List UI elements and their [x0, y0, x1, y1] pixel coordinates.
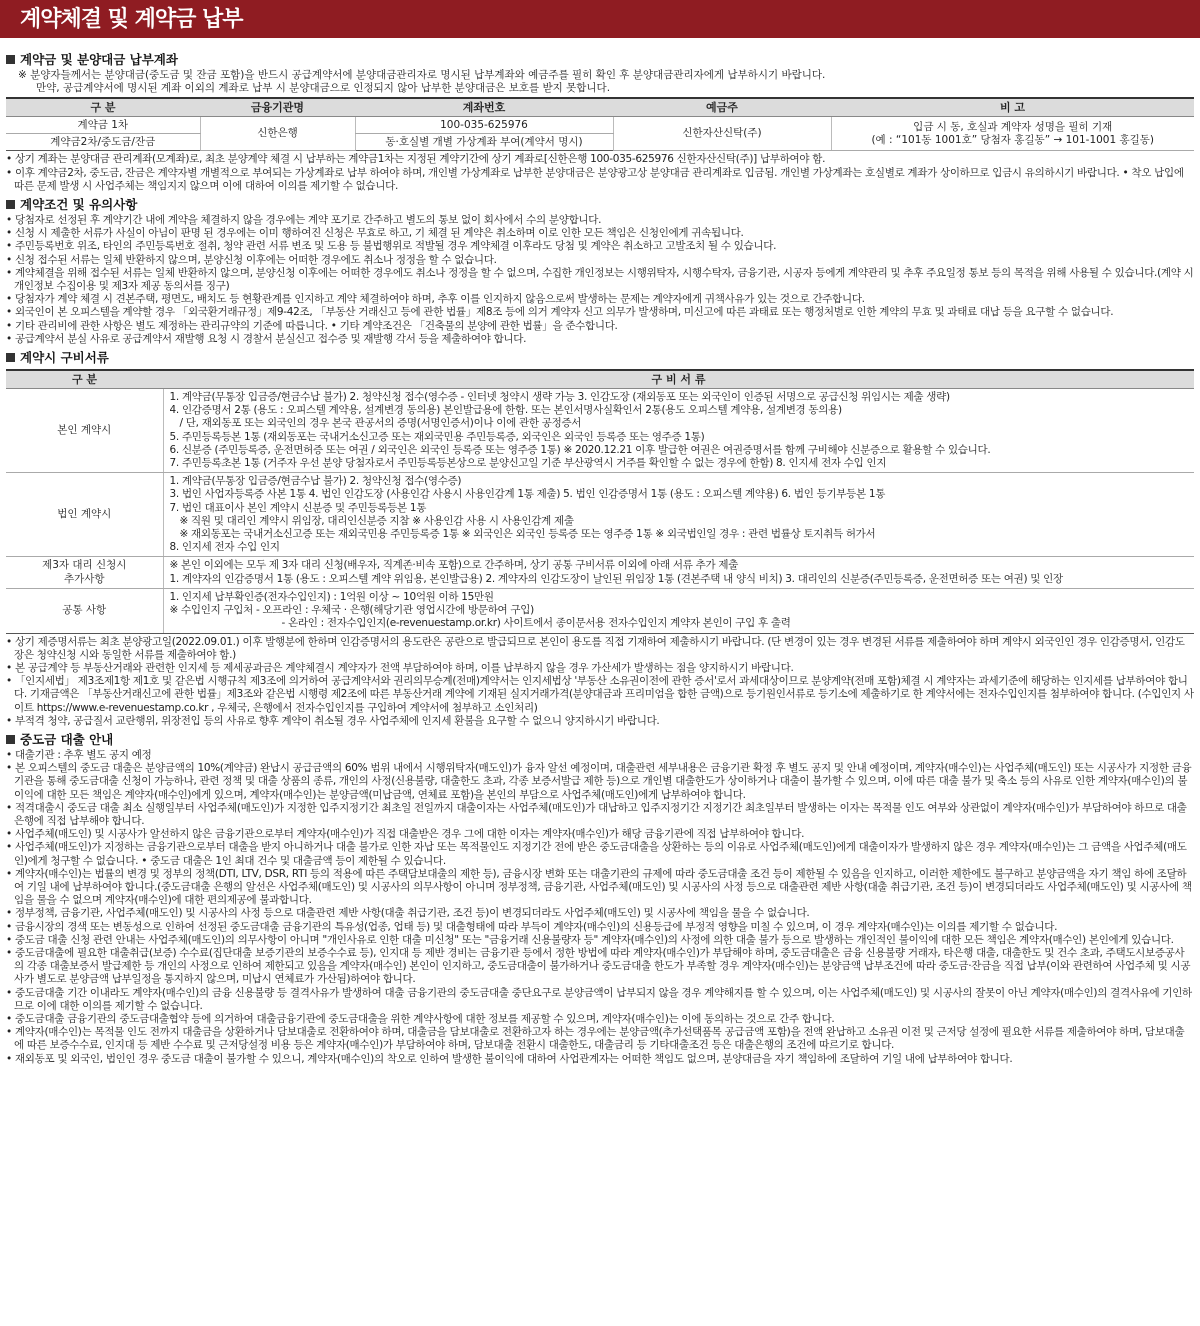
- list-item: • 중도금대출 기간 이내라도 계약자(매수인)의 금융 신용불량 등 결격사유가 발생하여 대출 금융기관의 중도금대출 중단요구로 분양금액이 납부되지 않을 경우 계약해지를 할 수 있으며, 이는 사업주체(매도인) 및 시공사의 잘못이 아닌 계약자(매수인)의 결격사유에 기인하므로 이에 대한 이의를 제기할 수 없습니다.: [6, 987, 1194, 1013]
- list-item: • 중도금대출에 필요한 대출취급(보증) 수수료(집단대출 보증기관의 보증수수료 등), 인지대 등 제반 경비는 금융기관 등에서 정한 방법에 따라 계약자(매수인)가 부담해야 하며, 중도금대출은 금융 신용불량 거래자, 타은행 대출, 대출한도 및 건수 초과, 주택도시보증공사의 각종 대출보증서 발급제한 등 개인의 사정으로 인하여 제한되고 있음을 계약자(매수인) 본인이 인지하고, 중도금대출이 불가하거나 중도금대출 한도가 부족할 경우 계약자(매수인)는 분양금액 납부조건에 따라 중도금·잔금을 직접 납부(이와 관련하여 사업주체 및 시공사가 별도로 분양금액 납부일정을 통지하지 않으며, 미납시 연체료가 가산됨)하여야 합니다.: [6, 947, 1194, 987]
- row-label: 제3자 대리 신청시 추가사항: [6, 557, 163, 588]
- conditions-bullet-list: [6, 214, 1194, 346]
- list-item: • 이후 계약금2차, 중도금, 잔금은 계약자별 개별적으로 부여되는 가상계좌로 납부 하여야 하며, 개인별 가상계좌로 납부한 분양대금은 분양광고상 분양대금 관리계좌로 입금됨. 개인별 가상계좌는 호실별로 계좌가 상이하므로 입금시 유의하시기 바랍니다. • 착오 납입에 따른 문제 발생 시 사업주체는 책임지지 않으며 이에 대하여 이의를 제기할 수 없습니다.: [6, 167, 1194, 193]
- row-label: 본인 계약시: [6, 389, 163, 473]
- doc-line: ※ 본인 이외에는 모두 제 3자 대리 신청(배우자, 직계존·비속 포함)으로 간주하며, 상기 공통 구비서류 이외에 아래 서류 추가 제출: [169, 559, 739, 572]
- account-note: ※ 분양자들께서는 분양대금(중도금 및 잔금 포함)을 반드시 공급계약서에 분양대금관리자로 명시된 납부계좌와 예금주를 필히 확인 후 분양대금관리자에게 납부하시기 바랍니다.: [18, 69, 826, 81]
- list-item: • 중도금 대출 신청 관련 안내는 사업주체(매도인)의 의무사항이 아니며 "개인사유로 인한 대출 미신청" 또는 "금융거래 신용불량자 등" 계약자(매수인)의 사정에 의한 대출 불가 등으로 발생하는 개인적인 불이익에 대한 모든 책임은 계약자(매수인) 본인에게 있습니다.: [6, 934, 1194, 947]
- section-loan-heading: 중도금 대출 안내: [6, 731, 1194, 749]
- doc-line: 4. 인감증명서 2통 (용도 : 오피스텔 계약용, 설계변경 동의용) 본인발급용에 한함. 또는 본인서명사실확인서 2통(용도 오피스텔 계약용, 설계변경 동의용): [169, 404, 842, 417]
- remark-line: 입금 시 동, 호실과 계약자 성명을 필히 기재: [913, 120, 1113, 133]
- doc-line: 1. 계약금(무통장 입금증/현금수납 불가) 2. 청약신청 접수(영수증): [169, 475, 462, 488]
- table-cell: 동·호실별 개별 가상계좌 부여(계약서 명시): [355, 134, 613, 151]
- list-item: • 기타 관리비에 관한 사항은 별도 제정하는 관리규약의 기준에 따릅니다. • 기타 계약조건은 「건축물의 분양에 관한 법률」을 준수합니다.: [6, 320, 1194, 333]
- list-item: • 주민등록번호 위조, 타인의 주민등록번호 절취, 청약 관련 서류 변조 및 도용 등 불법행위로 적발될 경우 계약체결 이후라도 당첨 및 계약은 취소하고 고발조치 될 수 있습니다.: [6, 240, 1194, 253]
- list-item: • 신청 시 제출한 서류가 사실이 아님이 판명 된 경우에는 이미 행하여진 신청은 무효로 하고, 기 체결 된 계약은 취소하며 이로 인한 모든 책임은 신청인에게 귀속됩니다.: [6, 227, 1194, 240]
- table-header: 구 분: [6, 370, 163, 389]
- doc-line: 8. 인지세 전자 수입 인지: [169, 541, 280, 554]
- doc-line: 1. 계약자의 인감증명서 1통 (용도 : 오피스텔 계약 위임용, 본인발급용) 2. 계약자의 인감도장이 날인된 위임장 1통 (견본주택 내 양식 비치) 3. 대리인의 신분증(주민등록증, 운전면허증 또는 여권) 및 인장: [169, 572, 1063, 585]
- table-row: [6, 389, 1194, 473]
- table-row: [6, 473, 1194, 557]
- row-label: 법인 계약시: [6, 473, 163, 557]
- square-bullet-icon: [6, 353, 15, 362]
- list-item: • 사업주체(매도인) 및 시공사가 알선하지 않은 금융기관으로부터 계약자(매수인)가 직접 대출받은 경우 그에 대한 이자는 계약자(매수인)가 해당 금융기관에 직접 납부하여야 합니다.: [6, 828, 1194, 841]
- doc-line: - 온라인 : 전자수입인지(e-revenuestamp.or.kr) 사이트에서 종이문서용 전자수입인지 계약자 본인이 구입 후 출력: [281, 617, 791, 630]
- section-conditions-heading: 계약조건 및 유의사항: [6, 196, 1194, 214]
- list-item: • 정부정책, 금융기관, 사업주체(매도인) 및 시공사의 사정 등으로 대출관련 제반 사항(대출 취급기관, 조건 등)이 변경되더라도 사업주체(매도인) 및 시공사에 책임을 물을 수 없습니다.: [6, 907, 1194, 920]
- list-item: • 신청 접수된 서류는 일체 반환하지 않으며, 분양신청 이후에는 어떠한 경우에도 취소나 정정을 할 수 없습니다.: [6, 254, 1194, 267]
- square-bullet-icon: [6, 200, 15, 209]
- content: [6, 48, 1194, 1066]
- doc-line: ※ 수입인지 구입처 - 오프라인 : 우체국 · 은행(해당기관 영업시간에 방문하여 구입): [169, 604, 534, 617]
- doc-line: 6. 신분증 (주민등록증, 운전면허증 또는 여권 / 외국인은 외국인 등록증 또는 영주증 1통) ※ 2020.12.21 이후 발급한 여권은 여권증명서를 함께 구비해야 신분증으로 활용할 수 있습니다.: [169, 443, 991, 456]
- list-item: • 금융시장의 경색 또는 변동성으로 인하여 선정된 중도금대출 금융기관의 특유성(업종, 업태 등) 및 대출형태에 따라 부득이 계약자(매수인)의 신용등급에 부정적 영향을 미칠 수 있으며, 이 경우 계약자(매수인)는 이의를 제기할 수 없습니다.: [6, 921, 1194, 934]
- account-note: 만약, 공급계약서에 명시된 계좌 이외의 계좌로 납부 시 분양대금으로 인정되지 않아 납부한 분양대금은 보호를 받지 못합니다.: [36, 82, 611, 95]
- list-item: • 외국인이 본 오피스텔을 계약할 경우 「외국환거래규정」제9-42조, 「부동산 거래신고 등에 관한 법률」제8조 등에 의거 계약자 신고 의무가 발생하며, 미신고에 따른 과태료 또는 행정처벌로 인한 계약의 무효 및 과태료 대납 등을 요구할 수 없습니다.: [6, 306, 1194, 319]
- square-bullet-icon: [6, 735, 15, 744]
- loan-bullet-list: [6, 749, 1194, 1066]
- list-item: • 상기 계좌는 분양대금 관리계좌(모계좌)로, 최초 분양계약 체결 시 납부하는 계약금1차는 지정된 계약기간에 상기 계좌로[신한은행 100-035-625976 신한자산신탁(주)] 납부하여야 함.: [6, 153, 1194, 166]
- account-bullet-list: [6, 153, 1194, 193]
- table-cell: 계약금2차/중도금/잔금: [6, 134, 200, 151]
- title-banner: [0, 0, 1200, 38]
- doc-line: 7. 주민등록초본 1통 (거주자 우선 분양 당첨자로서 주민등록등본상으로 분양신고일 기준 부산광역시 거주를 확인할 수 없는 경우에 한함) 8. 인지세 전자 수입 인지: [169, 457, 887, 470]
- doc-line: 7. 법인 대표이사 본인 계약시 신분증 및 주민등록등본 1통: [169, 501, 427, 514]
- table-header: 구 비 서 류: [163, 370, 1194, 389]
- list-item: • 부적격 청약, 공급질서 교란행위, 위장전입 등의 사유로 향후 계약이 취소될 경우 사업주체에 인지세 환불을 요구할 수 없으니 양지하시기 바랍니다.: [6, 715, 1194, 728]
- section-documents-heading: 계약시 구비서류: [6, 349, 1194, 367]
- list-item: • 본 공급계약 등 부동산거래와 관련한 인지세 등 제세공과금은 계약체결시 계약자가 전액 부담하여야 하며, 이를 납부하지 않을 경우 가산세가 발생하는 점을 양지하시기 바랍니다.: [6, 662, 1194, 675]
- documents-table: [6, 369, 1194, 633]
- list-item: • 당첨자가 계약 체결 시 견본주택, 평면도, 배치도 등 현황관계를 인지하고 계약 체결하여야 하며, 추후 이를 인지하지 않음으로써 발생하는 문제는 계약자에게 귀책사유가 있는 것으로 간주합니다.: [6, 293, 1194, 306]
- account-table: [6, 97, 1194, 151]
- table-header: 비 고: [831, 98, 1194, 117]
- doc-line: 1. 계약금(무통장 입금증/현금수납 불가) 2. 청약신청 접수(영수증 - 인터넷 청약시 생략 가능 3. 인감도장 (재외동포 또는 외국인이 인증된 서명으로 공급신청 위임시는 제출 생략): [169, 391, 950, 404]
- list-item: • 계약자(매수인)는 목적물 인도 전까지 대출금을 상환하거나 담보대출로 전환하여야 하며, 대출금을 담보대출로 전환하고자 하는 경우에는 분양금액(추가선택품목 공급금액 포함)을 전액 완납하고 소유권 이전 및 근저당 설정에 필요한 서류를 제출하여야 하며, 담보대출에 따른 보증수수료, 인지대 등 제반 수수료 및 근저당설정 비용 등은 계약자(매수인)가 부담하여야 하며, 담보대출 전환시 대출한도, 대출금리 등 기타대출조건 등은 대출은행의 조건에 따르기로 합니다.: [6, 1026, 1194, 1052]
- table-header: 구 분: [6, 98, 200, 117]
- list-item: • 계약자(매수인)는 법률의 변경 및 정부의 정책(DTI, LTV, DSR, RTI 등의 적용에 따른 주택담보대출의 제한 등), 금융시장 변화 또는 대출기관의 규제에 따라 중도금대출 조건 등이 제한될 수 있음을 인지하고, 이러한 제한에도 불구하고 분양금액을 자기 책임 하에 조달하여 기일 내에 납부하여야 합니다.(중도금대출 은행의 알선은 사업주체(매도인) 및 시공사의 의무사항이 아니며 정부정책, 금융기관, 사업주체(매도인) 및 시공사의 사정 등으로 대출관련 제반 사항(대출 취급기관, 조건 등)이 변경되더라도 사업주체(매도인) 및 시공사에 책임을 물을 수 없으며 계약자(매수인)에 대한 편의제공에 불과합니다.: [6, 868, 1194, 908]
- account-number: 100-035-625976: [355, 117, 613, 134]
- list-item: • 「인지세법」 제3조제1항 제1호 및 같은법 시행규칙 제3조에 의거하여 공급계약서와 권리의무승계(전매)계약서는 인지세법상 '부동산 소유권이전에 관한 증서'로서 과세대상이므로 분양계약(전매 포함)체결 시 계약자는 과세기준에 해당하는 인지세를 납부하여야 합니다. 기재금액은 「부동산거래신고에 관한 법률」제3조와 같은법 시행령 제2조에 따른 부동산거래 계약에 기재된 실지거래가격(분양대금과 프리미엄을 합한 금액)으로 등기원인서류로 등기소에 제출하기로 한 계약서에는 전자수입인지를 첨부하여야 합니다. (수입인지 사이트 https://www.e-revenuestamp.co.kr , 우체국, 은행에서 전자수입인지를 구입하여 계약서에 첨부하고 소인처리): [6, 675, 1194, 715]
- list-item: • 공급계약서 분실 사유로 공급계약서 재발행 요청 시 경찰서 분실신고 접수증 및 재발행 각서 등을 제출하여야 합니다.: [6, 333, 1194, 346]
- list-item: • 재외동포 및 외국인, 법인인 경우 중도금 대출이 불가할 수 있으니, 계약자(매수인)의 착오로 인하여 발생한 불이익에 대하여 사업관계자는 어떠한 책임도 없으며, 분양대금을 자기 책임하에 조달하여 기일 내에 납부하여야 합니다.: [6, 1053, 1194, 1066]
- row-body: [163, 588, 1194, 633]
- section-account-heading: 계약금 및 분양대금 납부계좌: [6, 51, 1194, 69]
- row-body: [163, 389, 1194, 473]
- list-item: • 중도금대출 금융기관의 중도금대출협약 등에 의거하여 대출금융기관에 중도금대출을 위한 계약사항에 대한 정보를 제공할 수 있으며, 계약자(매수인)는 이에 동의하는 것으로 간주 합니다.: [6, 1013, 1194, 1026]
- remark-cell: [831, 117, 1194, 151]
- list-item: • 사업주체(매도인)가 지정하는 금융기관으로부터 대출을 받지 아니하거나 대출 불가로 인한 자납 또는 목적물인도 지정기간 전에 받은 중도금대출을 상환하는 등의 이유로 사업주체(매도인)에게 대출이자가 발생하지 않은 경우 계약자(매수인)는 그 금액을 사업주체(매도인)에게 청구할 수 없습니다. • 중도금 대출은 1인 최대 건수 및 대출금액 등이 제한될 수 있습니다.: [6, 841, 1194, 867]
- doc-line: / 단, 재외동포 또는 외국인의 경우 본국 관공서의 증명(서명인증서)이나 이에 관한 공정증서: [179, 417, 582, 430]
- account-holder: 신한자산신탁(주): [613, 117, 831, 151]
- doc-line: 5. 주민등록등본 1통 (재외동포는 국내거소신고증 또는 재외국민용 주민등록증, 외국인은 외국인 등록증 또는 영주증 1통): [169, 430, 705, 443]
- square-bullet-icon: [6, 55, 15, 64]
- list-item: • 계약체결을 위해 접수된 서류는 일체 반환하지 않으며, 분양신청 이후에는 어떠한 경우에도 취소나 정정을 할 수 없으며, 수집한 개인정보는 시행위탁자, 시행수탁자, 금융기관, 시공자 등에게 계약관리 및 추후 주요일정 통보 등의 목적을 위해 사용될 수 있습니다.(계약 시 개인정보 수집이용 및 제3자 제공 동의서를 징구): [6, 267, 1194, 293]
- doc-line: ※ 직원 및 대리인 계약시 위임장, 대리인신분증 지참 ※ 사용인감 사용 시 사용인감계 제출: [179, 514, 574, 527]
- row-body: [163, 473, 1194, 557]
- doc-line: ※ 재외동포는 국내거소신고증 또는 재외국민용 주민등록증 1통 ※ 외국인은 외국인 등록증 또는 영주증 1통 ※ 외국법인일 경우 : 관련 법률상 토지취득 허가서: [179, 528, 876, 541]
- doc-line: 3. 법인 사업자등록증 사본 1통 4. 법인 인감도장 (사용인감 사용시 사용인감계 1통 제출) 5. 법인 인감증명서 1통 (용도 : 오피스텔 계약용) 6. 법인 등기부등본 1통: [169, 488, 886, 501]
- table-cell: 계약금 1차: [6, 117, 200, 134]
- table-row: [6, 557, 1194, 588]
- list-item: • 대출기관 : 추후 별도 공지 예정: [6, 749, 1194, 762]
- bank-name: 신한은행: [200, 117, 355, 151]
- documents-bullet-list: [6, 636, 1194, 728]
- table-row: [6, 588, 1194, 633]
- list-item: • 본 오피스텔의 중도금 대출은 분양금액의 10%(계약금) 완납시 공급금액의 60% 범위 내에서 시행위탁자(매도인)가 융자 알선 예정이며, 대출관련 세부내용은 금융기관 확정 후 별도 공지 및 안내 예정이며, 계약자(매수인)는 사업주체(매도인) 또는 시공사가 지정한 금융기관을 통해 중도금대출 신청이 가능하나, 관련 정책 및 대출 상품의 종류, 개인의 사정(신용불량, 대출한도 초과, 각종 보증서발급 제한 등)으로 개인별 대출한도가 상이하거나 대출이 불가할 수 있으며, 이에 따른 대출 불가 및 축소 등의 사유로 인한 계약자(매수인)의 불이익에 대한 모든 책임은 계약자(매수인)에게 있으며, 계약자(매수인)는 분양금액(미납금액, 연체료 포함)을 본인의 부담으로 사업주체(매도인)에게 납부하여야 합니다.: [6, 762, 1194, 802]
- table-header: 예금주: [613, 98, 831, 117]
- row-body: [163, 557, 1194, 588]
- row-label: 공통 사항: [6, 588, 163, 633]
- page-title: 계약체결 및 계약금 납부: [20, 7, 243, 32]
- table-header: 금융기관명: [200, 98, 355, 117]
- remark-line: (예 : “101동 1001호” 당첨자 홍길동” → 101-1001 홍길동): [871, 133, 1155, 146]
- list-item: • 상기 제증명서류는 최초 분양광고일(2022.09.01.) 이후 발행분에 한하며 인감증명서의 용도란은 공란으로 발급되므로 본인이 용도를 직접 기재하여 제출하시기 바랍니다. (단 변경이 있는 경우 변경된 서류를 제출하여야 하며 계약시 외국인인 경우 인감증명서, 인감도장은 청약신청 시와 동일한 서류를 제출하여야 함.): [6, 636, 1194, 662]
- list-item: • 적격대출시 중도금 대출 최소 실행일부터 사업주체(매도인)가 지정한 입주지정기간 최초일 전일까지 대출이자는 사업주체(매도인)가 대납하고 입주지정기간 지정기간 최초일부터 발생하는 이자는 목적물 인도 여부와 상관없이 계약자(매수인)가 부담하여야 하므로 대출은행에 직접 납부해야 합니다.: [6, 802, 1194, 828]
- list-item: • 당첨자로 선정된 후 계약기간 내에 계약을 체결하지 않을 경우에는 계약 포기로 간주하고 별도의 통보 없이 회사에서 수의 분양합니다.: [6, 214, 1194, 227]
- table-header: 계좌번호: [355, 98, 613, 117]
- doc-line: 1. 인지세 납부확인증(전자수입인지) : 1억원 이상 ~ 10억원 이하 15만원: [169, 590, 494, 603]
